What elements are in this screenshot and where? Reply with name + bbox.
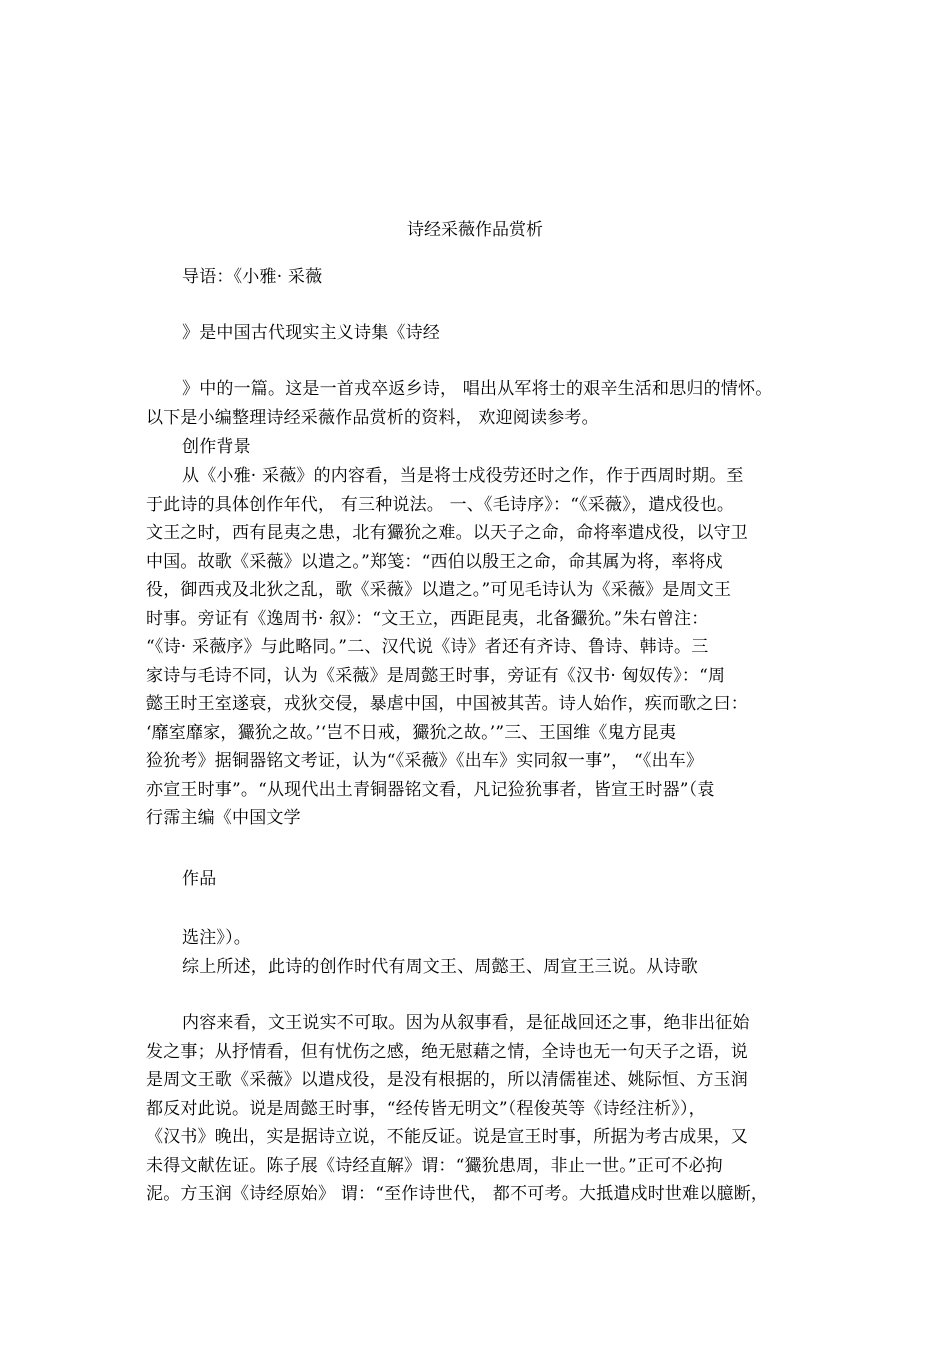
paragraph-line: 行霈主编《中国文学 bbox=[146, 808, 301, 828]
paragraph-line: 综上所述，此诗的创作时代有周文王、周懿王、周宣王三说。从诗歌 bbox=[182, 957, 698, 977]
paragraph-line: 作品 bbox=[182, 869, 217, 889]
paragraph-line: 都反对此说。说是周懿王时事，“经传皆无明文”（程俊英等《诗经注析》）， bbox=[146, 1099, 706, 1119]
paragraph-line: 时事。旁证有《逸周书· 叙》：“文王立，西距昆夷，北备玁狁。”朱右曾注： bbox=[146, 609, 709, 629]
paragraph-line: 是周文王歌《采薇》以遣戍役，是没有根据的，所以清儒崔述、姚际恒、方玉润 bbox=[146, 1070, 748, 1090]
paragraph-line: 中国。故歌《采薇》以遣之。”郑笺：“西伯以殷王之命，命其属为将，率将戍 bbox=[146, 552, 723, 572]
paragraph-line: “《诗· 采薇序》与此略同。”二、汉代说《诗》者还有齐诗、鲁诗、韩诗。三 bbox=[146, 637, 709, 657]
paragraph-line: 于此诗的具体创作年代， 有三种说法。 一、《毛诗序》：“《采薇》，遣戍役也。 bbox=[146, 495, 735, 515]
paragraph-line: 未得文献佐证。陈子展《诗经直解》谓：“玁狁患周，非止一世。”正可不必拘 bbox=[146, 1156, 723, 1176]
paragraph-line: 发之事；从抒情看，但有忧伤之感，绝无慰藉之情，全诗也无一句天子之语，说 bbox=[146, 1042, 748, 1062]
paragraph-line: 从《小雅· 采薇》的内容看，当是将士戍役劳还时之作，作于西周时期。至 bbox=[182, 466, 744, 486]
paragraph-line: 》中的一篇。这是一首戎卒返乡诗， 唱出从军将士的艰辛生活和思归的情怀。 bbox=[182, 379, 773, 399]
paragraph-line: 选注》）。 bbox=[182, 928, 251, 948]
paragraph-line: 《汉书》晚出，实是据诗立说，不能反证。说是宣王时事，所据为考古成果，又 bbox=[146, 1127, 748, 1147]
paragraph-line: 以下是小编整理诗经采薇作品赏析的资料， 欢迎阅读参考。 bbox=[146, 408, 599, 428]
paragraph-line: 内容来看，文王说实不可取。因为从叙事看，是征战回还之事，绝非出征始 bbox=[182, 1013, 750, 1033]
paragraph-line: 亦宣王时事”。“从现代出土青铜器铭文看，凡记猃狁事者，皆宣王时器”（袁 bbox=[146, 780, 715, 800]
paragraph-line: 文王之时，西有昆夷之患，北有玁狁之难。以天子之命，命将率遣戍役，以守卫 bbox=[146, 523, 748, 543]
paragraph-line: ‘靡室靡家，玁狁之故。’‘岂不日戒，玁狁之故。’”三、王国维《鬼方昆夷 bbox=[146, 723, 677, 743]
paragraph-line: 泥。方玉润《诗经原始》 谓：“至作诗世代， 都不可考。大抵遣戍时世难以臆断， bbox=[146, 1184, 769, 1204]
paragraph-line: 》是中国古代现实主义诗集《诗经 bbox=[182, 323, 440, 343]
paragraph-line: 役，御西戎及北狄之乱，歌《采薇》以遣之。”可见毛诗认为《采薇》是周文王 bbox=[146, 580, 732, 600]
paragraph-line: 懿王时王室遂衰，戎狄交侵，暴虐中国，中国被其苦。诗人始作，疾而歌之曰： bbox=[146, 694, 748, 714]
section-heading: 创作背景 bbox=[182, 437, 251, 457]
paragraph-line: 导语：《小雅· 采薇 bbox=[182, 267, 323, 287]
document-title: 诗经采薇作品赏析 bbox=[407, 220, 543, 240]
paragraph-line: 猃狁考》据铜器铭文考证，认为“《采薇》《出车》实同叙一事”， “《出车》 bbox=[146, 751, 704, 771]
paragraph-line: 家诗与毛诗不同，认为《采薇》是周懿王时事，旁证有《汉书· 匈奴传》：“周 bbox=[146, 666, 726, 686]
